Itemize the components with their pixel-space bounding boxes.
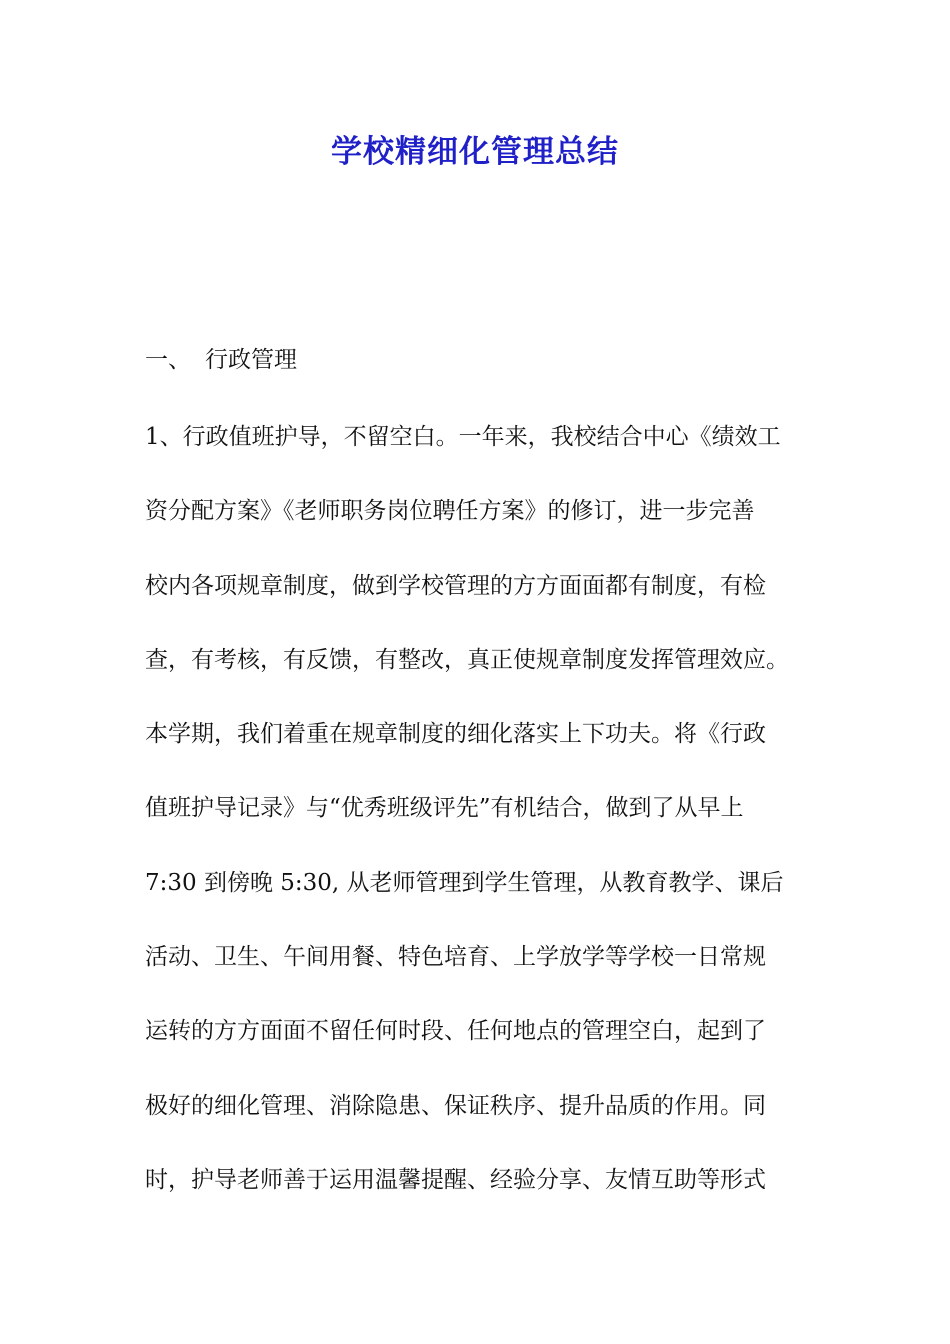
paragraph-line: 资分配方案》《老师职务岗位聘任方案》的修订，进一步完善 (145, 498, 755, 525)
section-heading (145, 340, 297, 380)
paragraph-line: 查，有考核，有反馈，有整改，真正使规章制度发挥管理效应。 (145, 646, 789, 673)
paragraph-line: 活动、卫生、午间用餐、特色培育、上学放学等学校一日常规 (145, 944, 766, 971)
paragraph-line: 值班护导记录》与“优秀班级评先”有机结合，做到了从早上 (145, 795, 744, 822)
paragraph-line: 时，护导老师善于运用温馨提醒、经验分享、友情互助等形式 (145, 1166, 766, 1193)
paragraph-line: 运转的方方面面不留任何时段、任何地点的管理空白，起到了 (145, 1018, 766, 1045)
paragraph (145, 417, 825, 1234)
section-number: 一、 (145, 347, 191, 373)
section-heading-text: 行政管理 (205, 347, 297, 373)
paragraph-line: 1、行政值班护导，不留空白。一年来，我校结合中心《绩效工 (145, 424, 781, 450)
paragraph-line: 7:30 到傍晚 5:30, 从老师管理到学生管理，从教育教学、课后 (145, 869, 784, 896)
paragraph-line: 校内各项规章制度，做到学校管理的方方面面都有制度，有检 (145, 572, 766, 599)
document-title: 学校精细化管理总结 (331, 134, 619, 170)
paragraph-line: 极好的细化管理、消除隐患、保证秩序、提升品质的作用。同 (145, 1092, 766, 1119)
paragraph-line: 本学期，我们着重在规章制度的细化落实上下功夫。将《行政 (145, 721, 766, 748)
